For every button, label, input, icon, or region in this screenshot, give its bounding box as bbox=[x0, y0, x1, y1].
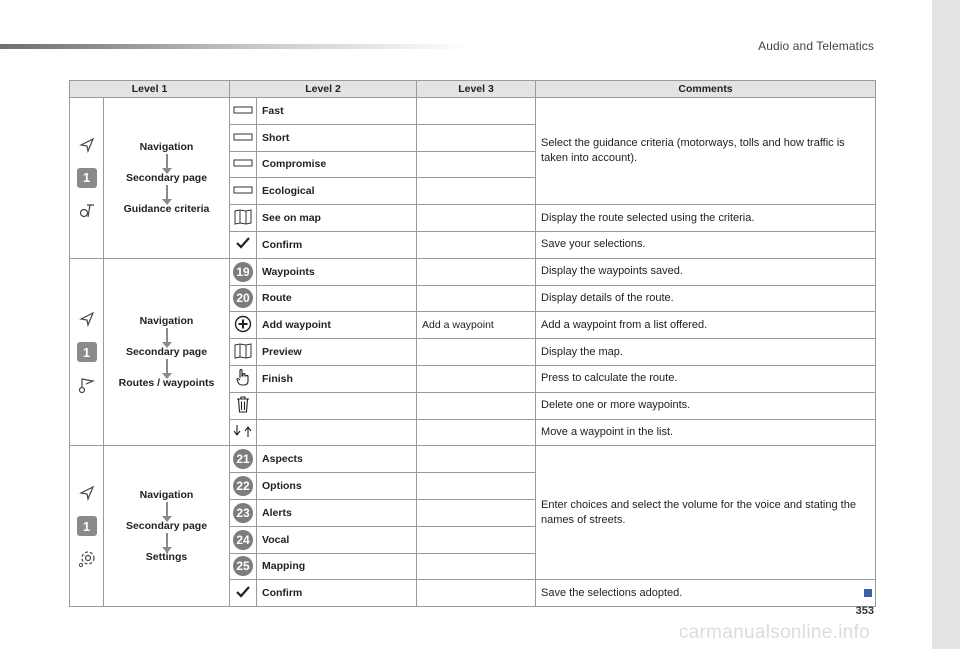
level1-path bbox=[104, 98, 230, 259]
comment-cell: Select the guidance criteria (motorways, tolls and how traffic is taken into account). bbox=[536, 98, 876, 205]
comment-cell: Add a waypoint from a list offered. bbox=[536, 312, 876, 339]
number-badge: 24 bbox=[230, 526, 257, 553]
gear-icon bbox=[78, 550, 96, 568]
level2-label: Fast bbox=[257, 98, 417, 125]
number-badge: 21 bbox=[230, 446, 257, 473]
page-header-title: Audio and Telematics bbox=[758, 39, 874, 53]
level2-label: Compromise bbox=[257, 151, 417, 178]
path-arrow-icon bbox=[166, 185, 168, 201]
level2-label: Preview bbox=[257, 339, 417, 366]
level3-cell bbox=[417, 124, 536, 151]
level2-label: Route bbox=[257, 285, 417, 312]
watermark-text: carmanualsonline.info bbox=[678, 622, 870, 643]
level3-cell bbox=[417, 258, 536, 285]
level1-path bbox=[104, 446, 230, 607]
path-arrow-icon bbox=[166, 533, 168, 549]
comment-cell: Display the waypoints saved. bbox=[536, 258, 876, 285]
number-badge: 23 bbox=[230, 499, 257, 526]
level1-number-badge: 1 bbox=[77, 168, 97, 188]
level2-label: Options bbox=[257, 473, 417, 500]
level2-label: Aspects bbox=[257, 446, 417, 473]
path-arrow-icon bbox=[166, 154, 168, 170]
check-icon bbox=[230, 231, 257, 258]
path-step: Guidance criteria bbox=[123, 202, 210, 215]
table-row bbox=[70, 446, 876, 473]
level1-icons bbox=[70, 98, 104, 259]
level2-label: Vocal bbox=[257, 526, 417, 553]
level3-cell bbox=[417, 419, 536, 446]
level2-label: Mapping bbox=[257, 553, 417, 580]
comment-cell: Display the map. bbox=[536, 339, 876, 366]
number-badge: 20 bbox=[230, 285, 257, 312]
settings-route-icon bbox=[78, 202, 96, 220]
path-step: Secondary page bbox=[125, 520, 208, 533]
level3-cell bbox=[417, 231, 536, 258]
level2-label: Alerts bbox=[257, 499, 417, 526]
level2-label: Short bbox=[257, 124, 417, 151]
col-header-level3: Level 3 bbox=[417, 81, 536, 98]
level3-cell bbox=[417, 285, 536, 312]
comment-cell: Save your selections. bbox=[536, 231, 876, 258]
map-icon bbox=[230, 205, 257, 232]
level3-cell bbox=[417, 580, 536, 607]
comment-cell: Press to calculate the route. bbox=[536, 365, 876, 392]
level2-label: Ecological bbox=[257, 178, 417, 205]
col-header-level2: Level 2 bbox=[230, 81, 417, 98]
page-marker bbox=[864, 589, 872, 597]
road-icon bbox=[230, 151, 257, 178]
path-arrow-icon bbox=[166, 328, 168, 344]
comment-cell: Delete one or more waypoints. bbox=[536, 392, 876, 419]
comment-cell: Move a waypoint in the list. bbox=[536, 419, 876, 446]
level2-label: Confirm bbox=[257, 580, 417, 607]
level1-path bbox=[104, 258, 230, 446]
reorder-icon bbox=[230, 419, 257, 446]
level2-label: See on map bbox=[257, 205, 417, 232]
path-arrow-icon bbox=[166, 502, 168, 518]
col-header-comments: Comments bbox=[536, 81, 876, 98]
level3-cell bbox=[417, 526, 536, 553]
comment-cell: Enter choices and select the volume for the voice and stating the names of streets. bbox=[536, 446, 876, 580]
number-badge: 19 bbox=[230, 258, 257, 285]
route-flag-icon bbox=[78, 376, 96, 394]
level3-cell bbox=[417, 339, 536, 366]
path-arrow-icon bbox=[166, 359, 168, 375]
hand-icon bbox=[230, 365, 257, 392]
path-step: Navigation bbox=[139, 315, 194, 328]
level1-number-badge: 1 bbox=[77, 342, 97, 362]
header-decor-bar bbox=[0, 44, 470, 49]
table-row bbox=[70, 98, 876, 125]
road-icon bbox=[230, 98, 257, 125]
menu-table bbox=[69, 80, 876, 607]
level2-label: Confirm bbox=[257, 231, 417, 258]
navigation-icon bbox=[78, 484, 96, 502]
level1-number-badge: 1 bbox=[77, 516, 97, 536]
comment-cell: Save the selections adopted. bbox=[536, 580, 876, 607]
level3-cell bbox=[417, 365, 536, 392]
number-badge: 25 bbox=[230, 553, 257, 580]
level3-cell: Add a waypoint bbox=[417, 312, 536, 339]
road-icon bbox=[230, 178, 257, 205]
level2-label bbox=[257, 419, 417, 446]
trash-icon bbox=[230, 392, 257, 419]
level2-label bbox=[257, 392, 417, 419]
navigation-icon bbox=[78, 310, 96, 328]
level3-cell bbox=[417, 205, 536, 232]
table-header-row bbox=[70, 81, 876, 98]
page-number: 353 bbox=[855, 605, 874, 617]
navigation-icon bbox=[78, 136, 96, 154]
level3-cell bbox=[417, 98, 536, 125]
number-badge: 22 bbox=[230, 473, 257, 500]
col-header-level1: Level 1 bbox=[70, 81, 230, 98]
comment-cell: Display details of the route. bbox=[536, 285, 876, 312]
road-icon bbox=[230, 124, 257, 151]
path-step: Routes / waypoints bbox=[118, 377, 215, 390]
path-step: Navigation bbox=[139, 489, 194, 502]
path-step: Settings bbox=[145, 551, 188, 564]
level1-icons bbox=[70, 446, 104, 607]
map-icon bbox=[230, 339, 257, 366]
plus-circle-icon bbox=[230, 312, 257, 339]
comment-cell: Display the route selected using the criteria. bbox=[536, 205, 876, 232]
level3-cell bbox=[417, 446, 536, 473]
side-strip bbox=[932, 0, 960, 649]
check-icon bbox=[230, 580, 257, 607]
level3-cell bbox=[417, 178, 536, 205]
path-step: Navigation bbox=[139, 140, 194, 153]
path-step: Secondary page bbox=[125, 171, 208, 184]
level2-label: Waypoints bbox=[257, 258, 417, 285]
level1-icons bbox=[70, 258, 104, 446]
level2-label: Finish bbox=[257, 365, 417, 392]
path-step: Secondary page bbox=[125, 346, 208, 359]
level3-cell bbox=[417, 553, 536, 580]
table-row bbox=[70, 258, 876, 285]
level3-cell bbox=[417, 473, 536, 500]
level3-cell bbox=[417, 392, 536, 419]
level2-label: Add waypoint bbox=[257, 312, 417, 339]
level3-cell bbox=[417, 151, 536, 178]
level3-cell bbox=[417, 499, 536, 526]
